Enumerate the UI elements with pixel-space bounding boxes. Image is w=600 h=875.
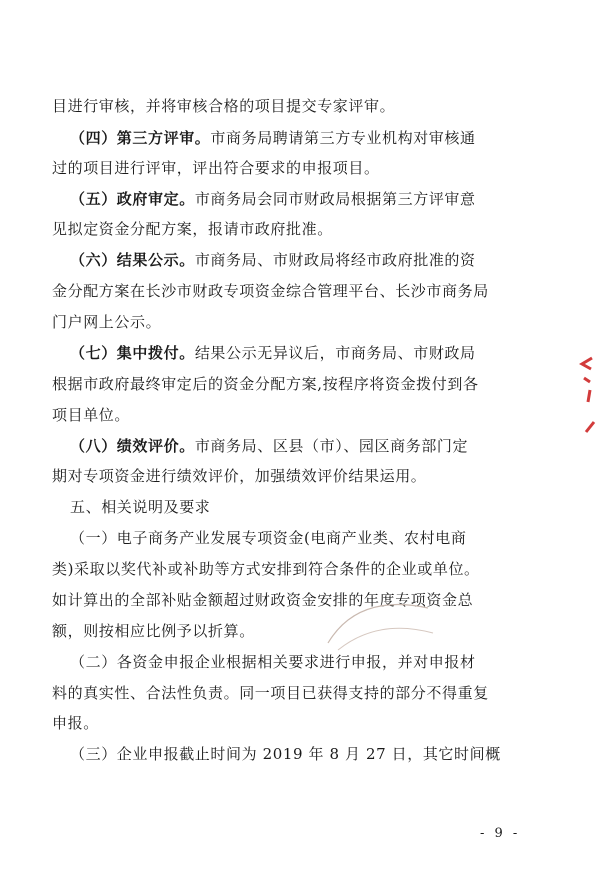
text-line xyxy=(70,343,570,363)
body-text: 目进行审核，并将审核合格的项目提交专家评审。 xyxy=(52,97,396,115)
text-line xyxy=(52,96,552,116)
text-line xyxy=(52,621,552,641)
text-line xyxy=(52,559,552,579)
text-line xyxy=(70,528,570,548)
text-line xyxy=(70,128,570,148)
text-line xyxy=(52,466,552,486)
bold-heading-text: （四）第三方评审。 xyxy=(70,129,211,147)
text-line xyxy=(52,405,552,425)
text-line xyxy=(52,281,552,301)
body-text: 五、相关说明及要求 xyxy=(70,498,211,516)
text-line xyxy=(52,219,552,239)
text-line xyxy=(70,250,570,270)
red-stamp-edge xyxy=(572,352,600,442)
text-line xyxy=(52,683,552,703)
body-text: 类)采取以奖代补或补助等方式安排到符合条件的企业或单位。 xyxy=(52,560,480,578)
text-line xyxy=(70,189,570,209)
body-text: 期对专项资金进行绩效评价，加强绩效评价结果运用。 xyxy=(52,467,427,485)
text-line xyxy=(52,158,552,178)
body-text: 申报。 xyxy=(52,714,99,732)
body-text: 市商务局、市财政局将经市政府批准的资 xyxy=(194,251,476,269)
body-text: 如计算出的全部补贴金额超过财政资金安排的年度专项资金总 xyxy=(52,591,474,609)
body-text: 门户网上公示。 xyxy=(52,313,162,331)
body-text: 金分配方案在长沙市财政专项资金综合管理平台、长沙市商务局 xyxy=(52,282,489,300)
body-text: 项目单位。 xyxy=(52,406,131,424)
body-text: （三）企业申报截止时间为 2019 年 8 月 27 日，其它时间概 xyxy=(70,745,501,763)
body-text: 见拟定资金分配方案，报请市政府批准。 xyxy=(52,220,333,238)
text-line xyxy=(52,590,552,610)
bold-heading-text: （八）绩效评价。 xyxy=(70,437,195,455)
body-text: 料的真实性、合法性负责。同一项目已获得支持的部分不得重复 xyxy=(52,684,489,702)
body-text: 根据市政府最终审定后的资金分配方案,按程序将资金拨付到各 xyxy=(52,375,479,393)
body-text: 过的项目进行评审，评出符合要求的申报项目。 xyxy=(52,159,380,177)
text-line xyxy=(52,312,552,332)
bold-heading-text: （七）集中拨付。 xyxy=(70,344,195,362)
text-line xyxy=(70,436,570,456)
body-text: 市商务局会同市财政局根据第三方评审意 xyxy=(194,190,476,208)
body-text: 市商务局、区县（市）、园区商务部门定 xyxy=(194,437,469,455)
bold-heading-text: （六）结果公示。 xyxy=(70,251,195,269)
text-line xyxy=(52,374,552,394)
body-text: 市商务局聘请第三方专业机构对审核通 xyxy=(210,129,476,147)
bold-heading-text: （五）政府审定。 xyxy=(70,190,195,208)
text-line xyxy=(70,497,570,517)
body-text: 结果公示无异议后，市商务局、市财政局 xyxy=(194,344,476,362)
body-text: （二）各资金申报企业根据相关要求进行申报，并对申报材 xyxy=(70,653,476,671)
text-line xyxy=(70,744,570,764)
body-text: 额，则按相应比例予以折算。 xyxy=(52,622,255,640)
page-number: - 9 - xyxy=(480,826,521,841)
text-line xyxy=(52,713,552,733)
faint-seal-mark xyxy=(318,588,438,658)
body-text: （一）电子商务产业发展专项资金(电商产业类、农村电商 xyxy=(70,529,467,547)
